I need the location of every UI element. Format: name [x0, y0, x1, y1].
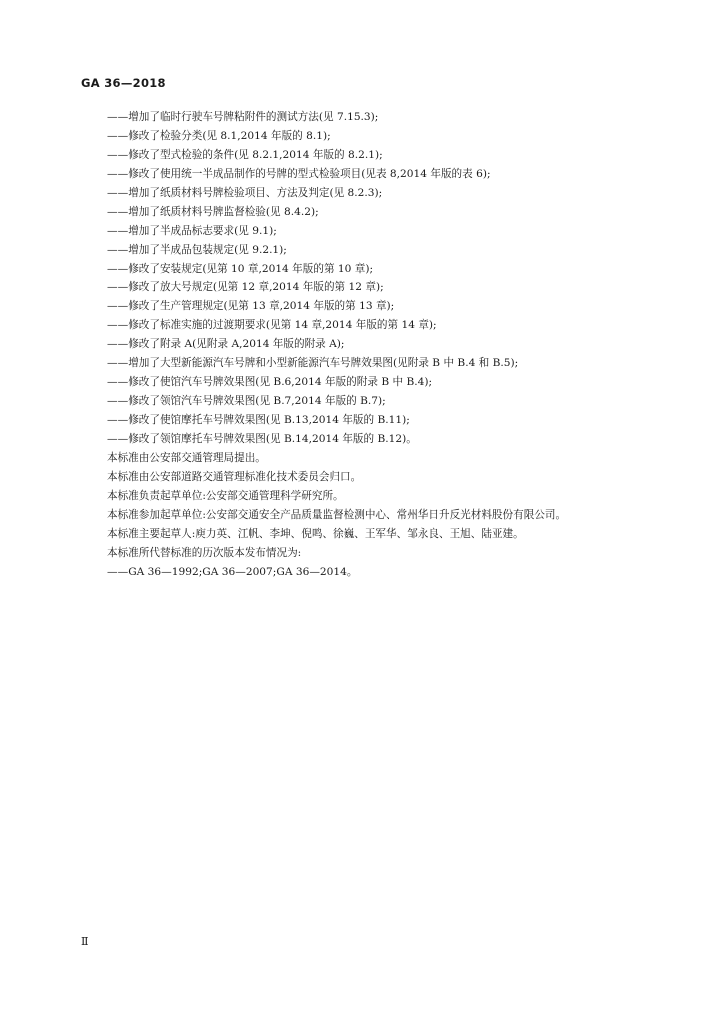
history-intro: 本标准所代替标准的历次版本发布情况为:	[107, 546, 302, 559]
change-item-7: ——增加了半成品标志要求(见 9.1);	[107, 224, 277, 237]
standard-code-header: GA 36—2018	[81, 76, 166, 90]
change-item-17: ——修改了使馆摩托车号牌效果图(见 B.13,2014 年版的 B.11);	[107, 414, 410, 426]
drafting-unit-statement: 本标准负责起草单位:公安部交通管理科学研究所。	[107, 489, 344, 502]
change-item-14: ——增加了大型新能源汽车号牌和小型新能源汽车号牌效果图(见附录 B 中 B.4 和 B.5);	[107, 357, 519, 370]
history-versions: ——GA 36—1992;GA 36—2007;GA 36—2014。	[107, 565, 358, 578]
change-item-1: ——增加了临时行驶车号牌粘附件的测试方法(见 7.15.3);	[107, 111, 379, 123]
page-number: Ⅱ	[81, 935, 89, 948]
proposer-statement: 本标准由公安部交通管理局提出。	[107, 451, 266, 464]
change-item-9: ——修改了安装规定(见第 10 章,2014 年版的第 10 章);	[107, 262, 374, 275]
document-body	[81, 108, 645, 581]
participating-units-statement: 本标准参加起草单位:公安部交通安全产品质量监督检测中心、常州华日升反光材料股份有限公司。	[107, 508, 567, 521]
change-item-16: ——修改了领馆汽车号牌效果图(见 B.7,2014 年版的 B.7);	[107, 395, 386, 408]
change-item-5: ——增加了纸质材料号牌检验项目、方法及判定(见 8.2.3);	[107, 186, 383, 199]
change-item-8: ——增加了半成品包装规定(见 9.2.1);	[107, 243, 287, 256]
change-item-12: ——修改了标准实施的过渡期要求(见第 14 章,2014 年版的第 14 章);	[107, 319, 437, 332]
change-item-4: ——修改了使用统一半成品制作的号牌的型式检验项目(见表 8,2014 年版的表 6);	[107, 167, 491, 180]
change-item-2: ——修改了检验分类(见 8.1,2014 年版的 8.1);	[107, 129, 331, 142]
change-item-13: ——修改了附录 A(见附录 A,2014 年版的附录 A);	[107, 338, 345, 351]
change-item-11: ——修改了生产管理规定(见第 13 章,2014 年版的第 13 章);	[107, 300, 395, 313]
change-item-3: ——修改了型式检验的条件(见 8.2.1,2014 年版的 8.2.1);	[107, 148, 383, 161]
centralized-statement: 本标准由公安部道路交通管理标准化技术委员会归口。	[107, 470, 362, 483]
change-item-10: ——修改了放大号规定(见第 12 章,2014 年版的第 12 章);	[107, 281, 384, 294]
change-item-18: ——修改了领馆摩托车号牌效果图(见 B.14,2014 年版的 B.12)。	[107, 432, 417, 445]
change-item-15: ——修改了使馆汽车号牌效果图(见 B.6,2014 年版的附录 B 中 B.4);	[107, 376, 433, 389]
change-item-6: ——增加了纸质材料号牌监督检验(见 8.4.2);	[107, 205, 319, 218]
drafters-statement: 本标准主要起草人:庾力英、江帆、李坤、倪鸣、徐巍、王军华、邹永良、王旭、陆亚建。	[107, 527, 524, 540]
